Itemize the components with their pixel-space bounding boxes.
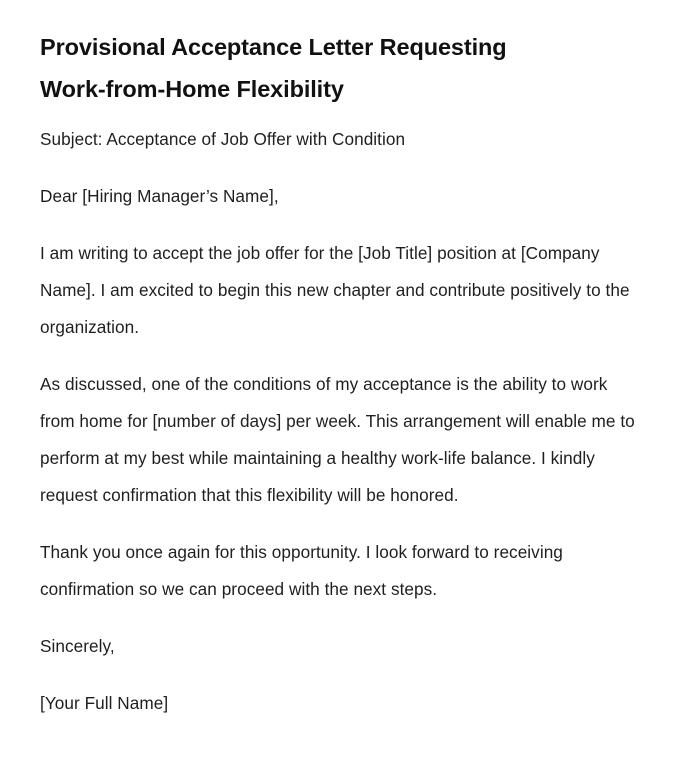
body-paragraph-3: Thank you once again for this opportunity. I look forward to receiving confirmation so we can proceed with the next steps. — [40, 542, 563, 599]
subject-line: Subject: Acceptance of Job Offer with Condition — [40, 129, 406, 149]
body-paragraph-1: I am writing to accept the job offer for the [Job Title] position at [Company Name]. I am excited to begin this new chapter and contribute positively to the organization. — [40, 243, 630, 337]
signature-line: [Your Full Name] — [40, 693, 169, 713]
closing-line: Sincerely, — [40, 636, 115, 656]
salutation: Dear [Hiring Manager’s Name], — [40, 186, 279, 206]
page-title: Provisional Acceptance Letter Requesting Work-from-Home Flexibility — [40, 34, 507, 102]
letter-body — [40, 121, 660, 722]
body-paragraph-2: As discussed, one of the conditions of my acceptance is the ability to work from home for [number of days] per week. This arrangement will enable me to perform at my best while maintaining a healthy work-life balance. I kindly request confirmation that this flexibility will be honored. — [40, 374, 635, 505]
